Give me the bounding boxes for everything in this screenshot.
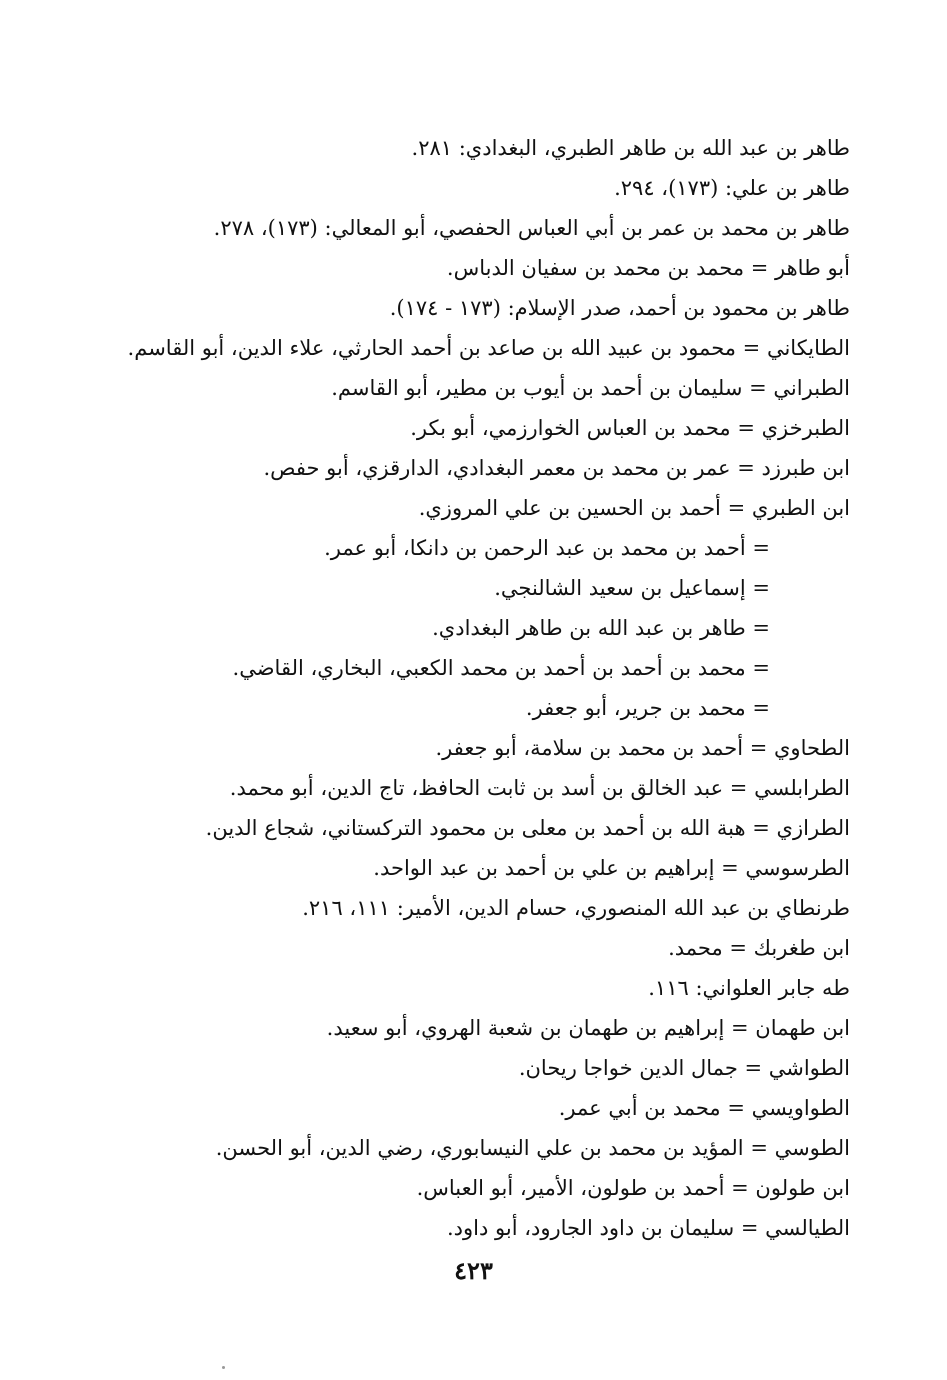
name-index-list	[118, 128, 850, 1248]
index-entry: الطرسوسي = إبراهيم بن علي بن أحمد بن عبد الواحد.	[373, 856, 850, 880]
index-entry: طرنطاي بن عبد الله المنصوري، حسام الدين، الأمير: ١١١، ٢١٦.	[302, 896, 850, 920]
index-sub-entry: = أحمد بن محمد بن عبد الرحمن بن دانكا، أبو عمر.	[324, 536, 770, 560]
index-sub-entry: = محمد بن جرير، أبو جعفر.	[525, 696, 770, 720]
scan-speck	[222, 1366, 225, 1369]
index-entry: الطيالسي = سليمان بن داود الجارود، أبو داود.	[447, 1216, 850, 1240]
index-entry: طاهر بن علي: (١٧٣)، ٢٩٤.	[614, 176, 850, 200]
index-entry: ابن طبرزد = عمر بن محمد بن معمر البغدادي، الدارقزي، أبو حفص.	[263, 456, 850, 480]
index-entry: طاهر بن محمد بن عمر بن أبي العباس الحفصي، أبو المعالي: (١٧٣)، ٢٧٨.	[213, 216, 850, 240]
index-entry: ابن الطبري = أحمد بن الحسين بن علي المروزي.	[418, 496, 850, 520]
index-entry: الطواشي = جمال الدين خواجا ريحان.	[518, 1056, 850, 1080]
index-entry: الطرازي = هبة الله بن أحمد بن معلى بن محمود التركستاني، شجاع الدين.	[205, 816, 850, 840]
index-entry: الطرابلسي = عبد الخالق بن أسد بن ثابت الحافظ، تاج الدين، أبو محمد.	[229, 776, 850, 800]
index-sub-entry: = محمد بن أحمد بن أحمد بن محمد الكعبي، البخاري، القاضي.	[232, 656, 770, 680]
index-entry: الطواويسي = محمد بن أبي عمر.	[558, 1096, 850, 1120]
index-entry: الطبرخزي = محمد بن العباس الخوارزمي، أبو بكر.	[410, 416, 850, 440]
index-entry: الطوسي = المؤيد بن محمد بن علي النيسابوري، رضي الدين، أبو الحسن.	[215, 1136, 850, 1160]
index-entry: أبو طاهر = محمد بن محمد بن سفيان الدباس.	[446, 256, 850, 280]
index-entry: ابن طولون = أحمد بن طولون، الأمير، أبو العباس.	[416, 1176, 850, 1200]
index-entry: طه جابر العلواني: ١١٦.	[648, 976, 850, 1000]
index-entry: الطايكاني = محمود بن عبيد الله بن صاعد بن أحمد الحارثي، علاء الدين، أبو القاسم.	[127, 336, 850, 360]
index-entry: طاهر بن محمود بن أحمد، صدر الإسلام: (١٧٣ - ١٧٤).	[389, 296, 850, 320]
index-entry: ابن طهمان = إبراهيم بن طهمان بن شعبة الهروي، أبو سعيد.	[326, 1016, 850, 1040]
index-sub-entry: = إسماعيل بن سعيد الشالنجي.	[494, 576, 770, 600]
index-entry: ابن طغربك = محمد.	[668, 936, 850, 960]
index-sub-entry: = طاهر بن عبد الله بن طاهر البغدادي.	[432, 616, 770, 640]
page-number: ٤٢٣	[454, 1256, 493, 1285]
index-entry: الطبراني = سليمان بن أحمد بن أيوب بن مطير، أبو القاسم.	[331, 376, 850, 400]
index-entry: طاهر بن عبد الله بن طاهر الطبري، البغدادي: ٢٨١.	[411, 136, 850, 160]
index-entry: الطحاوي = أحمد بن محمد بن سلامة، أبو جعفر.	[435, 736, 850, 760]
